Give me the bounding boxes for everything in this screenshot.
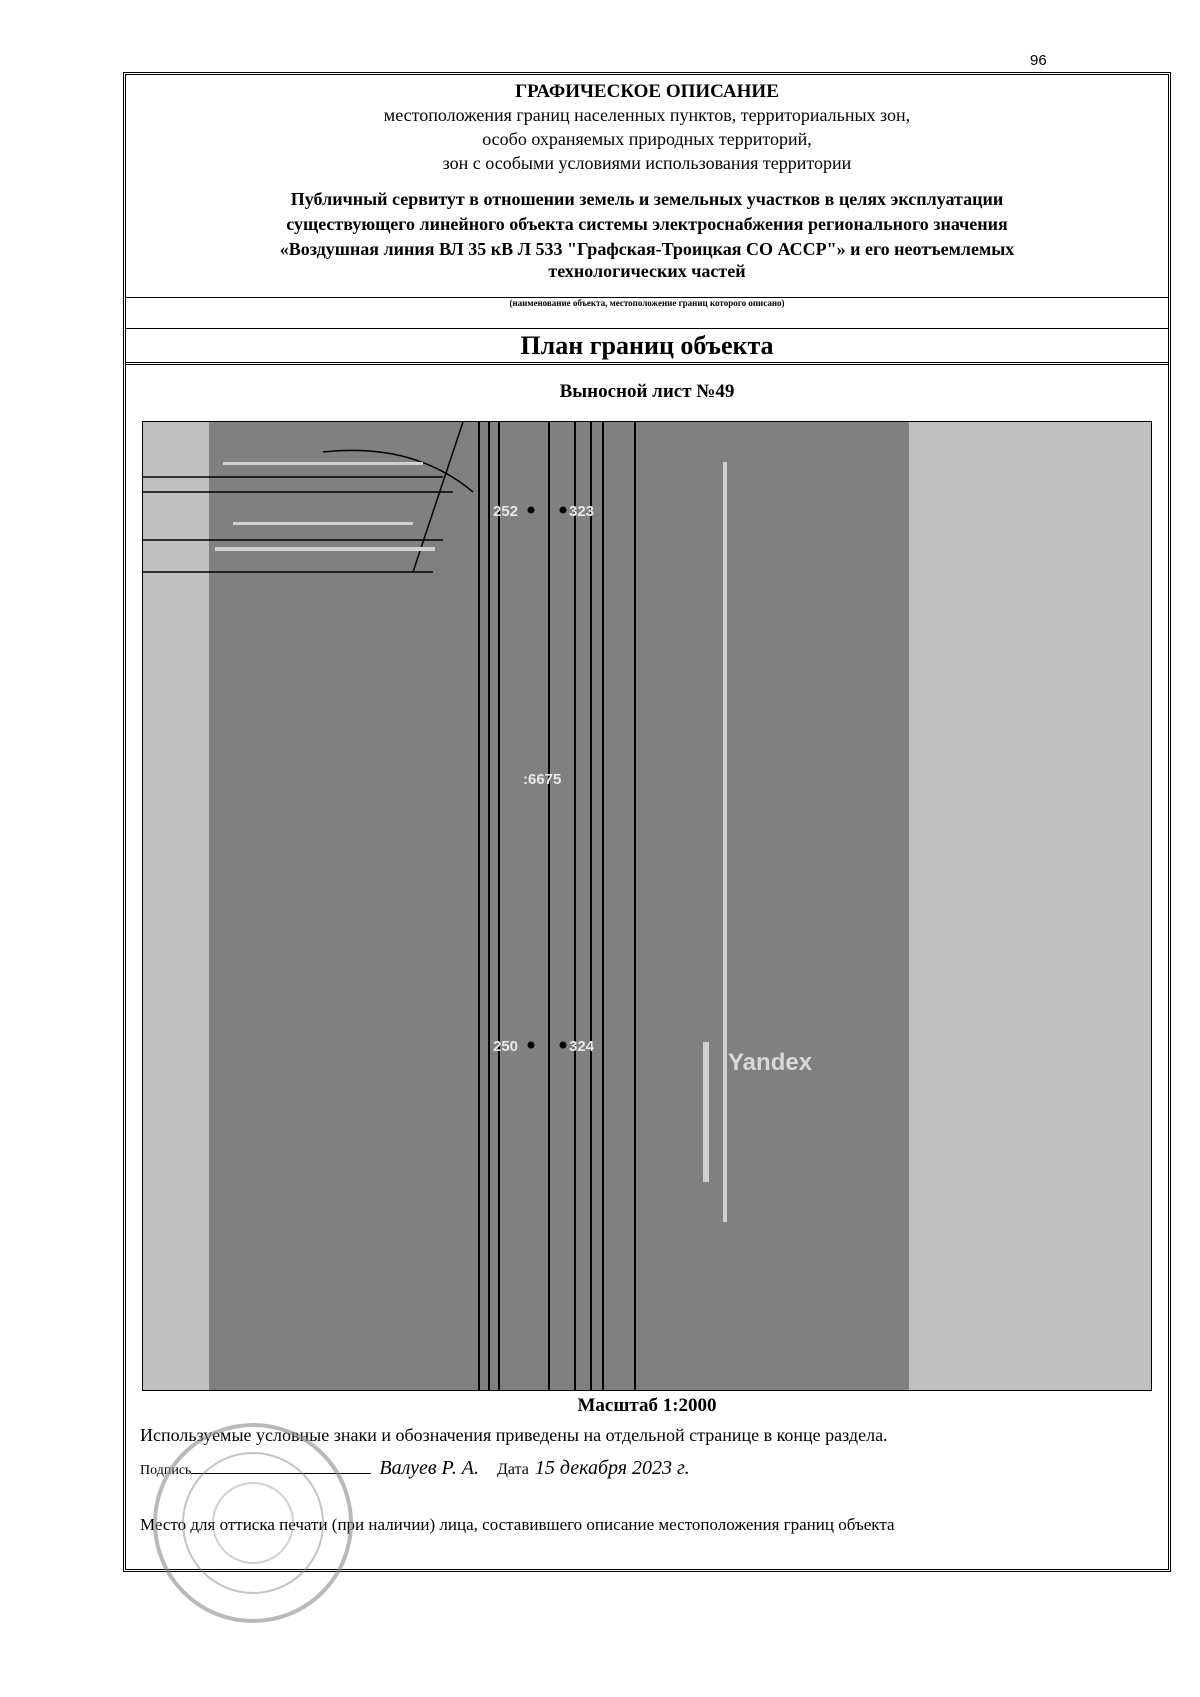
object-name-line: технологических частей: [548, 261, 746, 281]
boundary-point: [560, 507, 567, 514]
name-caption-row: [126, 297, 1168, 329]
map-scale: Масштаб 1:2000: [577, 1395, 717, 1416]
field-area: [209, 422, 909, 1390]
signature-date: 15 декабря 2023 г.: [534, 1457, 690, 1479]
name-caption: (наименование объекта, местоположение границ которого описано): [509, 298, 785, 308]
point-label: 323: [569, 503, 595, 520]
plan-title: План границ объекта: [520, 331, 774, 360]
legend-note: Используемые условные знаки и обозначения приведены на отдельной странице в конце раздела.: [140, 1425, 888, 1445]
signature-line: [191, 1455, 371, 1474]
subtitle-line: зон с особыми условиями использования территории: [442, 153, 852, 173]
boundary-point: [528, 507, 535, 514]
terrain-speck: [233, 522, 413, 525]
subtitle-line: особо охраняемых природных территорий,: [482, 129, 812, 149]
object-name-line: существующего линейного объекта системы электроснабжения регионального значения: [286, 214, 1008, 234]
sheet-title: Выносной лист №49: [559, 381, 735, 402]
point-label: 252: [493, 503, 519, 520]
boundary-point: [560, 1042, 567, 1049]
signer-name: Валуев Р. А.: [379, 1457, 479, 1479]
page-number: 96: [1030, 52, 1047, 69]
subtitle-line: местоположения границ населенных пунктов, территориальных зон,: [383, 105, 911, 125]
parcel-label: :6675: [523, 771, 562, 788]
terrain-speck: [215, 547, 435, 551]
boundary-point: [528, 1042, 535, 1049]
object-name: [126, 187, 1168, 280]
terrain-speck: [223, 462, 423, 465]
terrain-speck: [703, 1042, 709, 1182]
point-label: 324: [569, 1038, 595, 1055]
map-canvas: [143, 422, 1151, 1390]
boundary-map: [142, 421, 1152, 1391]
terrain-speck: [723, 462, 727, 1222]
stamp-note: Место для оттиска печати (при наличии) лица, составившего описание местоположения границ объекта: [140, 1515, 895, 1534]
yandex-watermark: Yandex: [728, 1049, 813, 1076]
signature-label: Подпись: [140, 1463, 192, 1478]
document-title: ГРАФИЧЕСКОЕ ОПИСАНИЕ: [515, 81, 779, 102]
header: [126, 75, 1168, 365]
object-name-line: Публичный сервитут в отношении земель и земельных участков в целях эксплуатации: [290, 189, 1004, 209]
signature-row: [140, 1455, 1140, 1480]
point-label: 250: [493, 1038, 519, 1055]
object-name-line: «Воздушная линия ВЛ 35 кВ Л 533 "Графская-Троицкая СО АССР"» и его неотъемлемых: [279, 239, 1015, 259]
document-frame: [123, 72, 1171, 1572]
date-label: Дата: [496, 1461, 529, 1478]
